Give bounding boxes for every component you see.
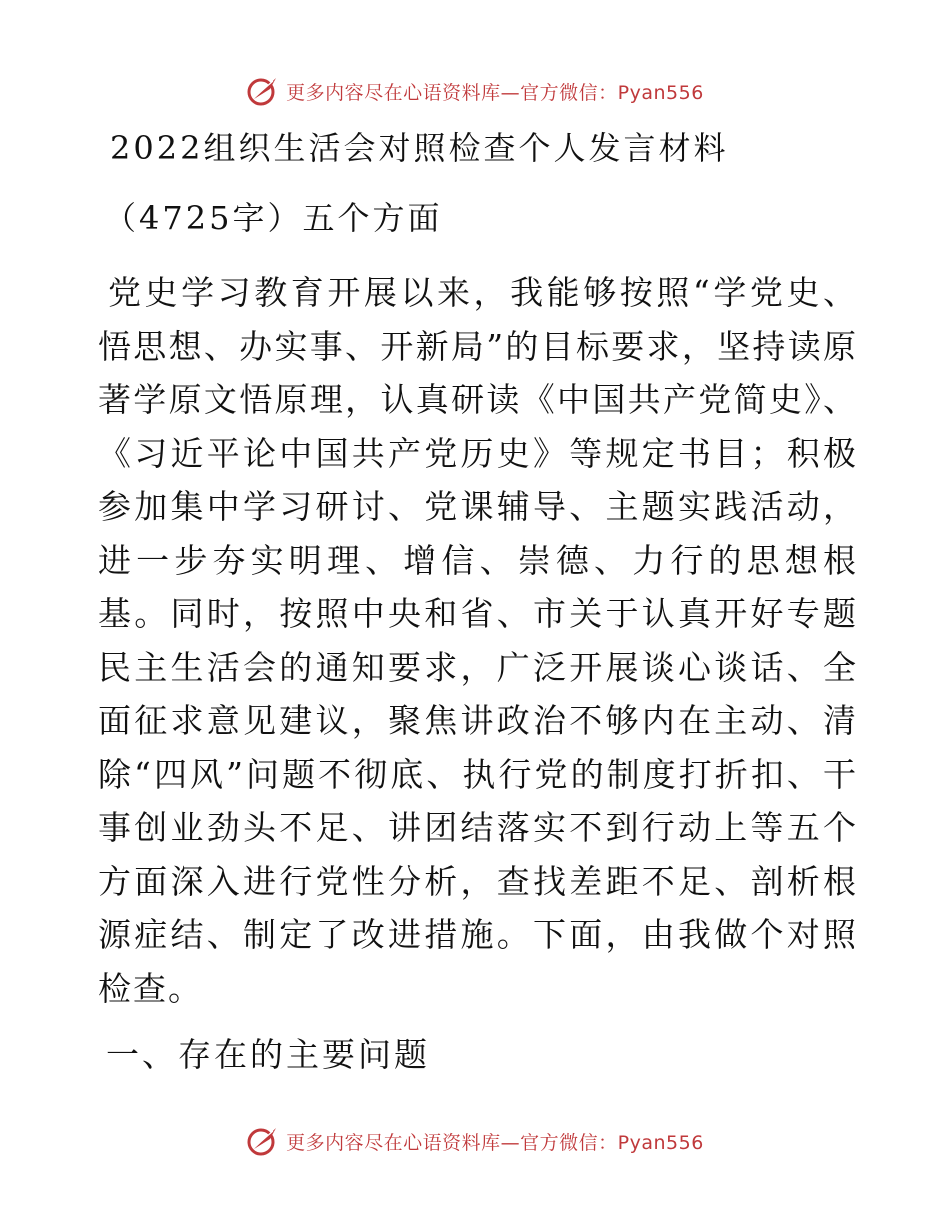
watermark-text: 更多内容尽在心语资料库—官方微信：Pyan556 — [286, 1131, 704, 1154]
quill-logo-icon — [246, 75, 280, 107]
watermark-text: 更多内容尽在心语资料库—官方微信：Pyan556 — [286, 81, 704, 104]
intro-paragraph: 党史学习教育开展以来，我能够按照“学党史、悟思想、办实事、开新局”的目标要求，坚持读原著学原文悟原理，认真研读《中国共产党简史》、《习近平论中国共产党历史》等规定书目；积极参加集中学习研讨、党课辅导、主题实践活动，进一步夯实明理、增信、崇德、力行的思想根基。同时，按照中央和省、市关于认真开好专题民主生活会的通知要求，广泛开展谈心谈话、全面征求意见建议，聚焦讲政治不够内在主动、清除“四风”问题不彻底、执行党的制度打折扣、干事创业劲头不足、讲团结落实不到行动上等五个方面深入进行党性分析，查找差距不足、剖析根源症结、制定了改进措施。下面，由我做个对照检查。 — [98, 273, 858, 1008]
watermark-top — [0, 74, 950, 108]
document-title: 2022组织生活会对照检查个人发言材料 — [110, 129, 729, 167]
watermark-bottom — [0, 1124, 950, 1158]
document-body — [98, 120, 858, 1083]
section-heading: 一、存在的主要问题 — [106, 1035, 430, 1074]
document-subtitle: （4725字）五个方面 — [104, 199, 443, 237]
quill-logo-icon — [246, 1125, 280, 1157]
